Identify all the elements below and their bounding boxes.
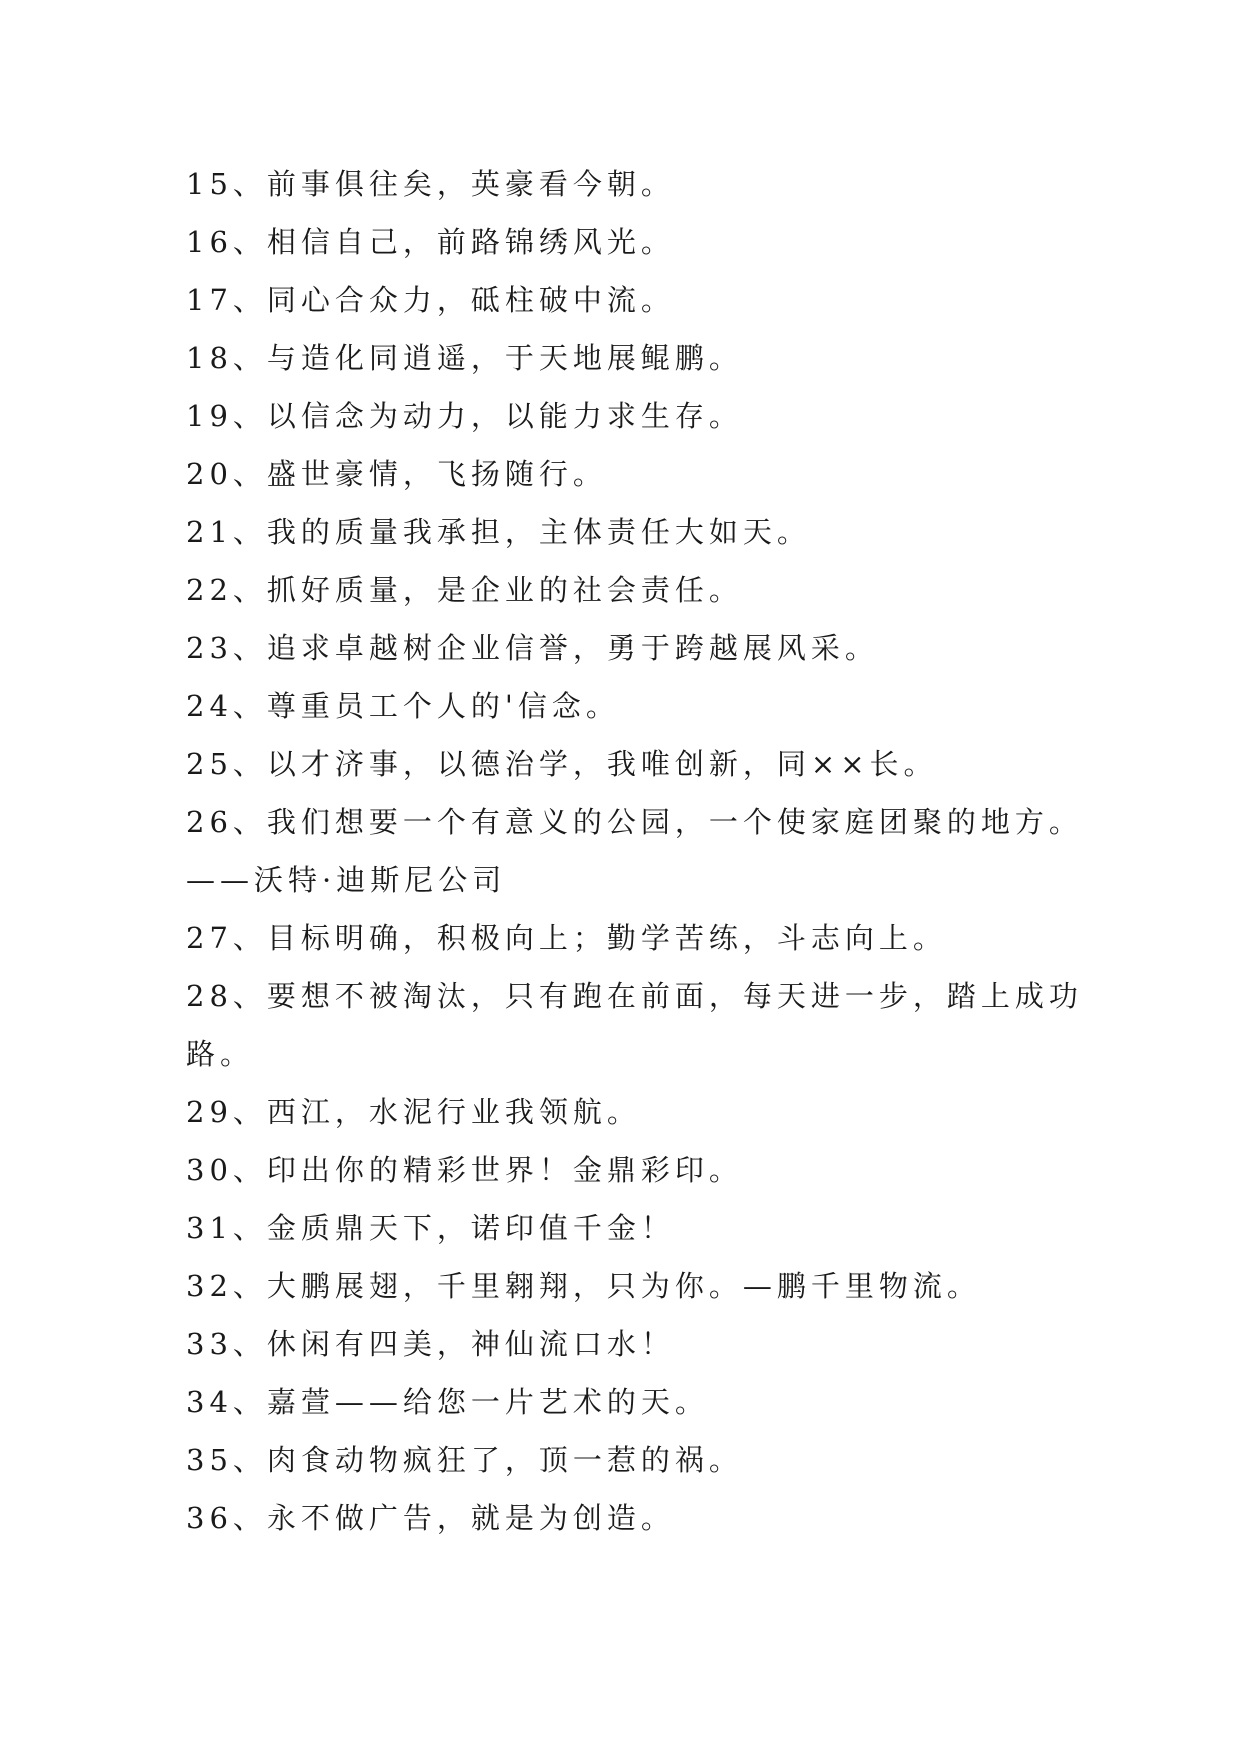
text-line: 33、休闲有四美，神仙流口水！ (186, 1327, 675, 1361)
text-line: 25、以才济事，以德治学，我唯创新，同××长。 (186, 747, 938, 781)
text-line: ——沃特·迪斯尼公司 (186, 863, 507, 897)
text-line: 21、我的质量我承担，主体责任大如天。 (186, 515, 811, 549)
text-line: 31、金质鼎天下，诺印值千金！ (186, 1211, 675, 1245)
text-line: 28、要想不被淘汰，只有跑在前面，每天进一步，踏上成功 (186, 979, 1083, 1013)
text-line: 18、与造化同逍遥，于天地展鲲鹏。 (186, 341, 743, 375)
text-line: 17、同心合众力，砥柱破中流。 (186, 283, 675, 317)
text-line: 22、抓好质量，是企业的社会责任。 (186, 573, 743, 607)
text-line: 26、我们想要一个有意义的公园，一个使家庭团聚的地方。 (186, 805, 1083, 839)
text-line: 路。 (186, 1037, 255, 1071)
text-line: 27、目标明确，积极向上；勤学苦练，斗志向上。 (186, 921, 947, 955)
text-line: 35、肉食动物疯狂了，顶一惹的祸。 (186, 1443, 743, 1477)
text-line: 34、嘉萱——给您一片艺术的天。 (186, 1385, 709, 1419)
text-line: 23、追求卓越树企业信誉，勇于跨越展风采。 (186, 631, 879, 665)
text-line: 15、前事俱往矣，英豪看今朝。 (186, 167, 675, 201)
text-line: 19、以信念为动力，以能力求生存。 (186, 399, 743, 433)
slogan-list (186, 155, 1086, 1547)
text-line: 24、尊重员工个人的'信念。 (186, 689, 620, 723)
text-line: 29、西江，水泥行业我领航。 (186, 1095, 641, 1129)
text-line: 20、盛世豪情，飞扬随行。 (186, 457, 607, 491)
text-line: 32、大鹏展翅，千里翱翔，只为你。—鹏千里物流。 (186, 1269, 981, 1303)
text-line: 16、相信自己，前路锦绣风光。 (186, 225, 675, 259)
text-line: 36、永不做广告，就是为创造。 (186, 1501, 675, 1535)
text-line: 30、印出你的精彩世界！金鼎彩印。 (186, 1153, 743, 1187)
